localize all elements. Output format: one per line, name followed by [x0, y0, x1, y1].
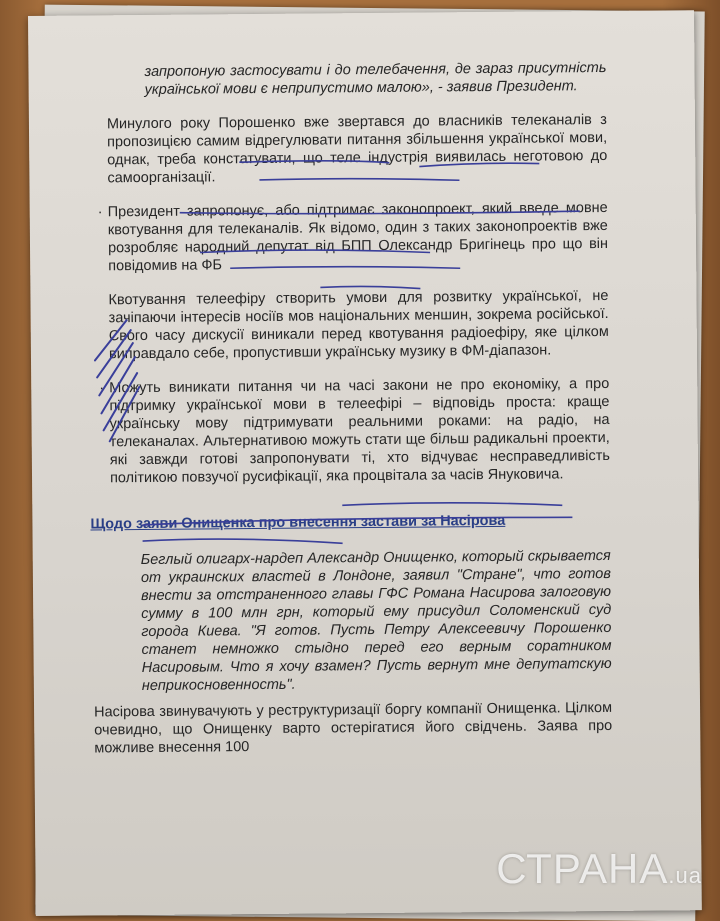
- paragraph-law-proposal-text: Президент запропонує, або підтримає законопроект, який введе мовне квотування для телеканалів. Як відомо, один з таких законопроектів вже розробляє народний депутат від БПП Олександр Бригінець про що він повідомив на ФБ: [107, 199, 609, 275]
- section-heading: Щодо заяви Онищенка про внесення застави за Насірова: [90, 512, 506, 533]
- watermark-tld: .ua: [668, 863, 702, 888]
- pen-scribble-mark: [87, 315, 148, 446]
- onyshchenko-quote: Беглый олигарх-нардеп Александр Онищенко, который скрывается от украинских властей в Лондоне, заявил "Стране", что готов внести за отстраненного главы ГФС Романа Насирова залоговую сумму в 100 млн грн, который ему присудил Соломенский суд города Киева. "Я готов. Пусть Петру Алексеевичу Порошенко станет немножко стыдно перед его верным соратником Насировым. Что я хочу взамен? Пусть вернут мне депутатскую неприкосновенность".: [140, 547, 612, 695]
- paragraph-nasirov: Насірова звинувачують у реструктуризації боргу компанії Онищенка. Цілком очевидно, що Онищенку варто остерігатися його свідчень. Заява про можливе внесення 100: [94, 699, 613, 757]
- paragraph-law-proposal: [97, 199, 609, 275]
- bullet-dot: ·: [97, 204, 103, 221]
- document-page: [28, 10, 702, 916]
- president-quote: запропоную застосувати і до телебачення, де зараз присутність української мови є неприпустимо малою», - заявив Президент.: [144, 59, 607, 98]
- paragraph-questions: [99, 375, 610, 487]
- paragraph-quotas: Квотування телеефіру створить умови для розвитку української, не зачіпаючи інтересів носіїв мов національних меншин, зокрема російської. Свого часу дискусії виникали перед квотування радіоефіру, яке цілком виправдало себе, пропустивши українську музику в ФМ-діапазон.: [108, 287, 609, 363]
- watermark-brand: СТРАНА: [496, 845, 669, 892]
- paragraph-poroshenko: Минулого року Порошенко вже звертався до власників телеканалів з пропозицією самим відрегулювати питання збільшення української мови, однак, треба констатувати, що теле індустрія виявилась неготовою до самоорганізації.: [106, 111, 608, 187]
- document-body: [90, 59, 613, 773]
- paragraph-questions-text: Можуть виникати питання чи на часі закони не про економіку, а про підтримку української мови в телеефірі – відповідь проста: краще українську мову підтримувати реальними роками: на радіо, на телеканалах. Альтернативою можуть стати ще більш радикальні проекти, які завжди готові запропонувати ті, хто відчуває несправедливість політикою повзучої русифікації, яка процвітала за часів Януковича.: [109, 375, 610, 487]
- watermark-logo: [496, 845, 702, 893]
- bullet-dot: ·: [99, 380, 105, 397]
